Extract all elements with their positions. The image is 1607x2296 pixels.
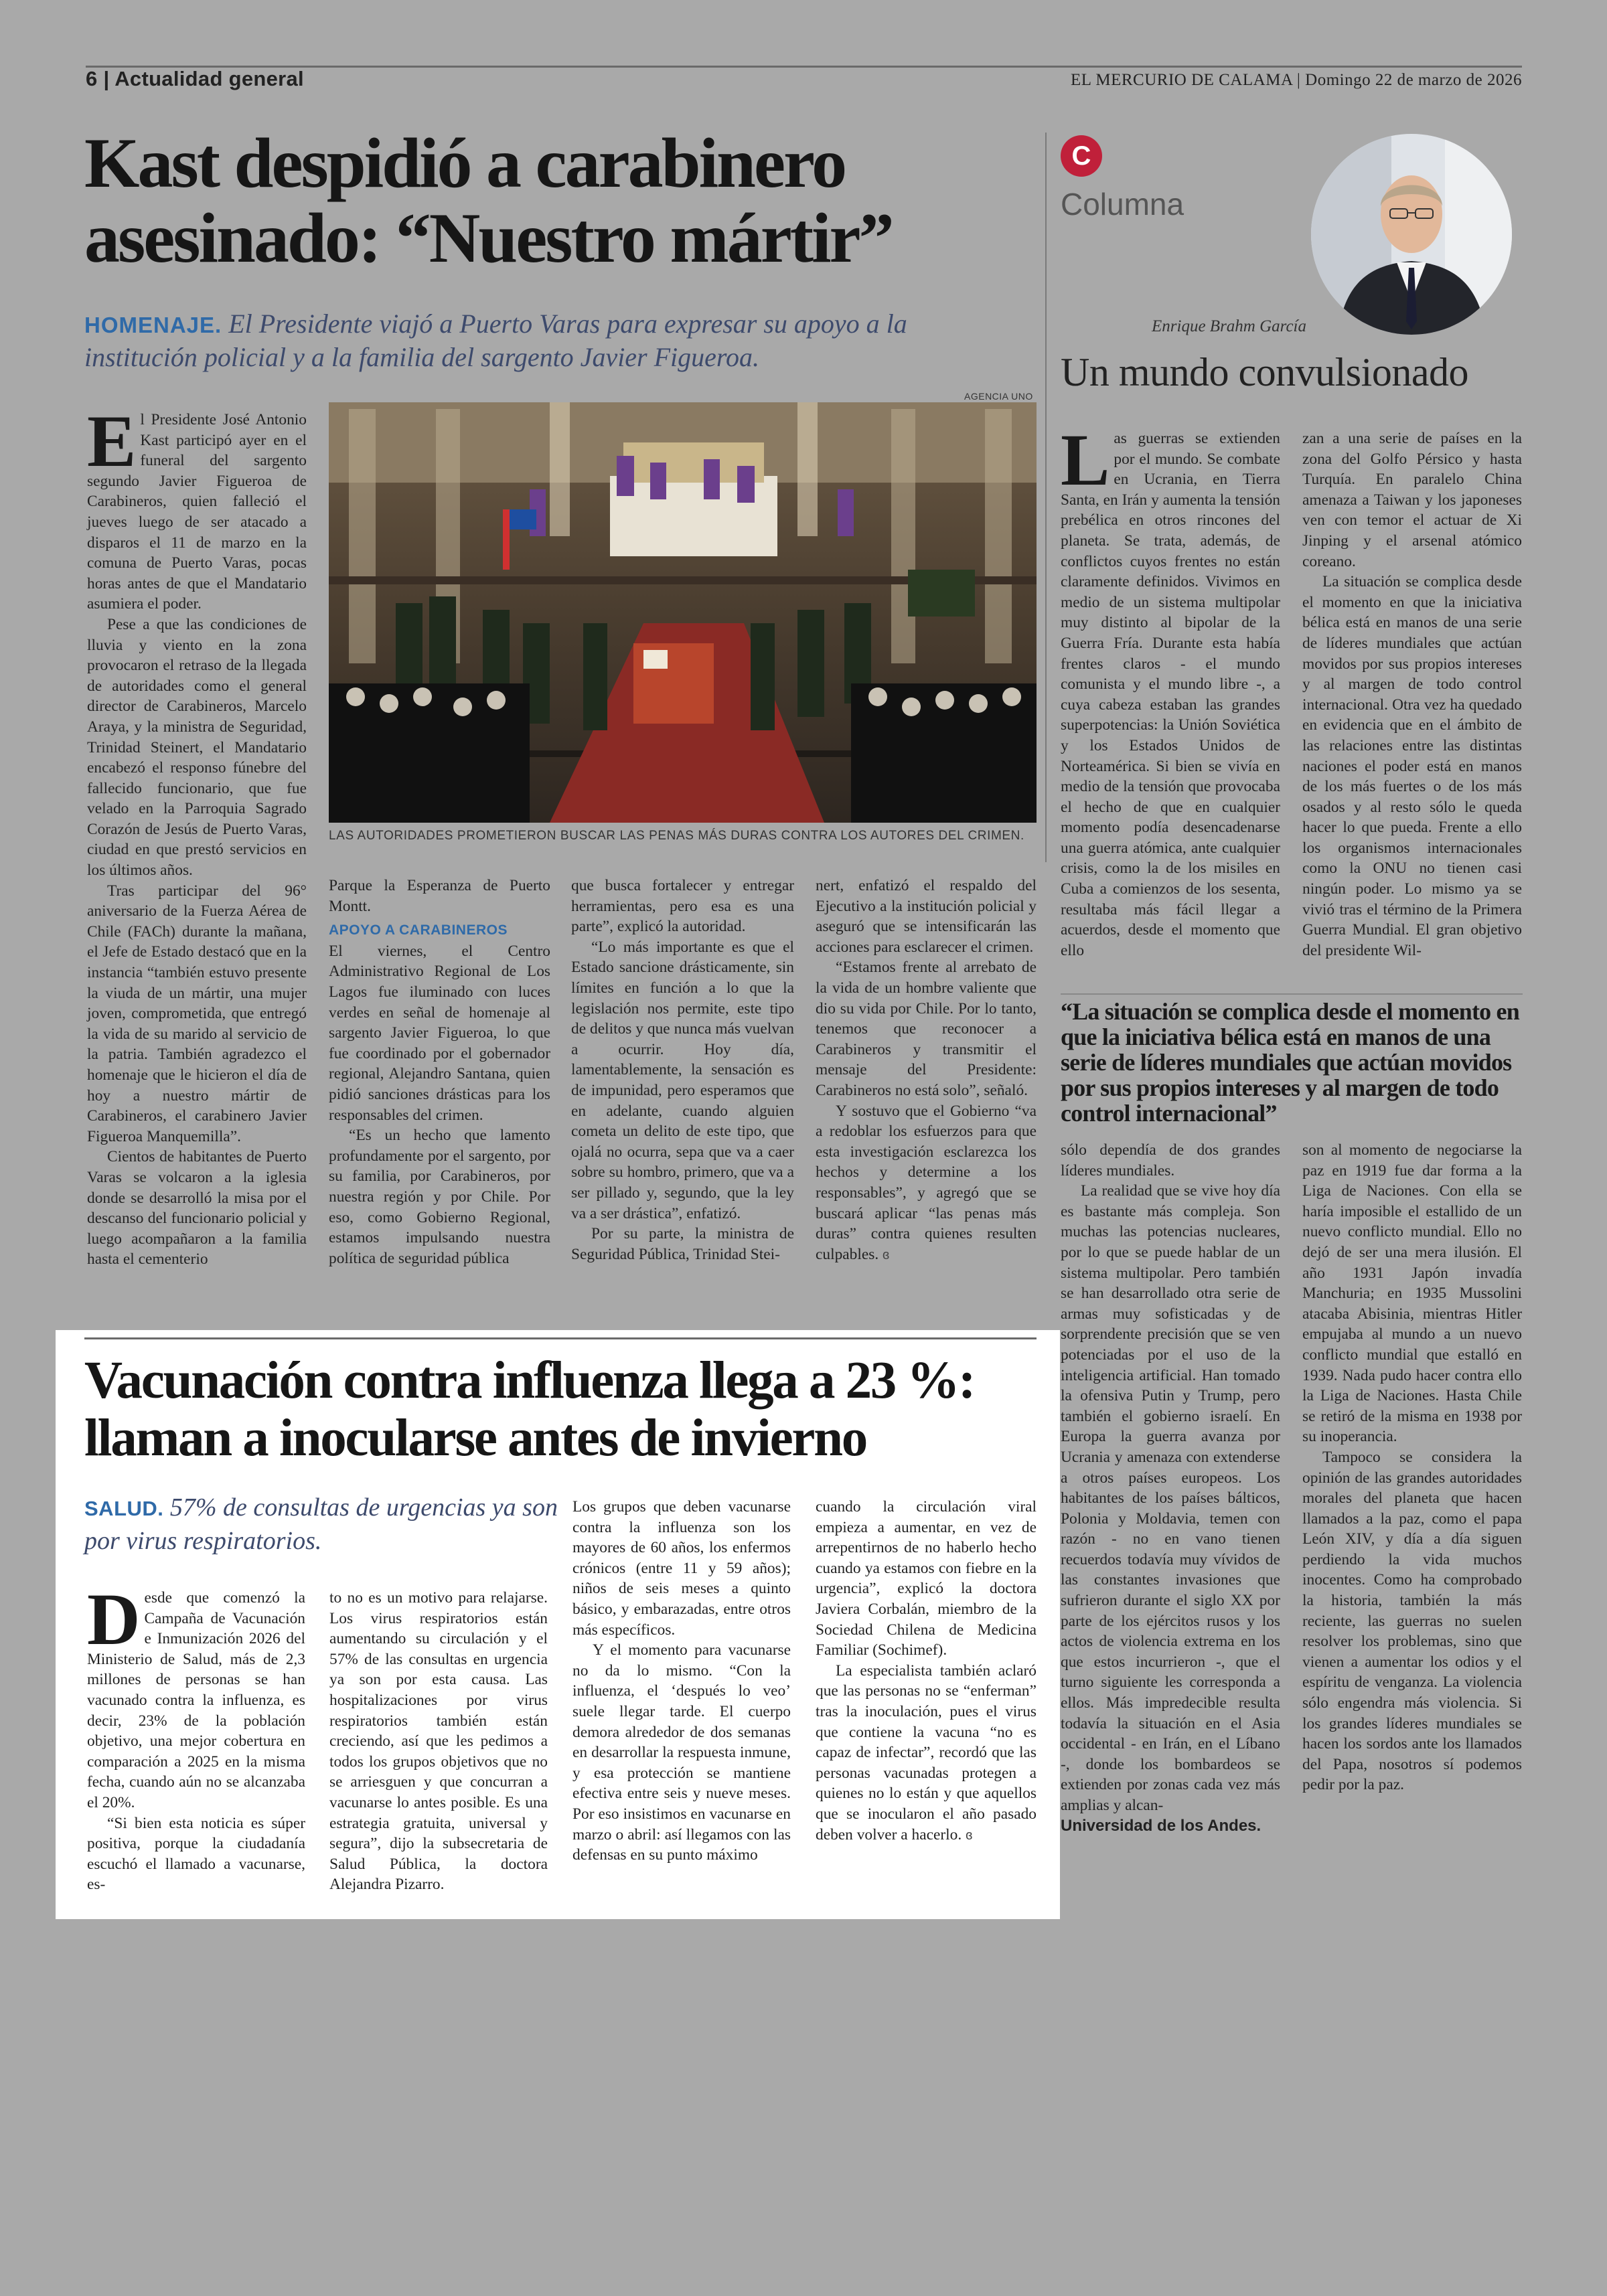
- article1-paragraph: Tras participar del 96° aniversario de la Fuerza Aérea de Chile (FACh) durante la mañana, el Jefe de Estado destacó que en la instancia “también estuvo presente la viuda de un mártir, una mujer joven, comprometida, que entregó la vida de su marido al servicio de la patria. También agradezco el homenaje que le hicieron el día de hoy a nuestro mártir de Carabineros, el carabinero Javier Figueroa Manquemilla”.: [87, 882, 307, 1145]
- article2-dropcap: D: [87, 1578, 141, 1660]
- folio-divider: |: [103, 67, 115, 90]
- article1-column-3: [571, 876, 794, 1264]
- column-paragraph: sólo dependía de dos grandes líderes mundiales.: [1061, 1141, 1280, 1179]
- article2-kicker: SALUD.: [84, 1497, 164, 1520]
- article1-paragraph: [816, 1101, 1037, 1266]
- article2-paragraph: Los grupos que deben vacunarse contra la influenza son los mayores de 60 años, los enfermos crónicos (entre 11 y 59 años); niños de seis meses a quinto básico, y embarazadas, entre otros más específicos.: [572, 1498, 791, 1639]
- article1-column-1: [87, 400, 307, 1270]
- column-divider: [1045, 133, 1047, 862]
- article1-paragraph: nert, enfatizó el respaldo del Ejecutivo a la institución policial y aseguró que se intensificarán las acciones para esclarecer el crimen.: [816, 877, 1037, 956]
- article2-end-mark: ɞ: [966, 1827, 973, 1843]
- article1-paragraph: “Lo más importante es que el Estado sancione drásticamente, sin límites en función a lo que la legislación nos permite, este tipo de delitos y que nunca más vuelvan a ocurrir. Hoy día, lamentablemente, la sensación es de impunidad, pero esperamos que en adelante, cuando alguien cometa un delito de este tipo, que ojalá no ocurra, sepa que va a caer sobre su hombro, primero, que va a ser pillado y, segundo, que la ley va a ser drástica”, enfatizó.: [571, 938, 794, 1222]
- article2-paragraph: Y el momento para vacunarse no da lo mismo. “Con la influenza, el ‘después lo veo’ suele llegar tarde. El cuerpo demora alrededor de dos semanas en desarrollar la respuesta inmune, y esa protección se mantiene efectiva entre seis y nueve meses. Por eso insistimos en vacunarse en marzo o abril: así llegamos con las defensas en su punto máximo: [572, 1641, 791, 1864]
- column-paragraph: as guerras se extienden por el mundo. Se combate en Ucrania, en Tierra Santa, en Irán y aumenta la tensión prebélica en otros rincones del planeta. Se trata, además, de conflictos cuyos frentes no están claramente definidos. Vivimos en medio de un sistema multipolar muy distinto al bipolar de la Guerra Fría. Durante esta había frentes claros - el mundo comunista y el mundo libre -, a cuya cabeza estaban las grandes superpotencias: la Unión Soviética y los Estados Unidos de Norteamérica. Si bien se vivía en medio de la tensión que provocaba el hecho de que en cualquier momento podía desencadenarse una guerra atómica, ante cualquier crisis, como la de los misiles en Cuba a comienzos de los sesenta, resultaba más fácil llegar a acuerdos, desde el momento que ello: [1061, 430, 1281, 959]
- article1-headline-line2: asesinado: “Nuestro mártir”: [84, 199, 893, 277]
- column-paragraph: son al momento de negociarse la paz en 1919 fue dar forma a la Liga de Naciones. Con ella se haría imposible el estallido de un nuevo conflicto mundial. Ello no dejó de ser una mera ilusión. El año 1931 Japón invadía Manchuria; en 1935 Mussolini atacaba Abisinia, mientras Hitler empujaba al mundo a un nuevo conflicto mundial que estalló en 1939. Nada pudo hacer contra ello la Liga de Naciones. Hasta Chile se retiró de la misma en 1938 por su inoperancia.: [1302, 1141, 1522, 1446]
- issue-date: Domingo 22 de marzo de 2026: [1305, 71, 1522, 89]
- article2-paragraph: [816, 1661, 1037, 1846]
- column-badge-icon: C: [1061, 135, 1102, 177]
- photo-credit: AGENCIA UNO: [964, 391, 1033, 402]
- article1-end-mark: ɞ: [883, 1247, 890, 1262]
- article1-paragraph: “Estamos frente al arrebato de la vida de un hombre valiente que dio su vida por Chile. Por lo tanto, tenemos que reconocer a Carabineros y transmitir el mensaje del Presidente: Carabineros no está solo”, señaló.: [816, 959, 1037, 1099]
- funeral-photo: [329, 402, 1037, 823]
- article1-paragraph: Parque la Esperanza de Puerto Montt.: [329, 877, 550, 915]
- column-signoff: Universidad de los Andes.: [1061, 1816, 1261, 1835]
- column-paragraph: Tampoco se considera la opinión de las grandes autoridades morales del planeta que hacen llamados a la paz, como el papa León XIV, y día a día siguen perdiendo la vida muchos inocentes. Como ha comprobado la historia, también la más reciente, las guerras no suelen resolver los problemas, sino que vienen a aumentar los odios y el espíritu de venganza. La violencia sólo engendra más violencia. Si los grandes líderes mundiales se hacen los sordos ante los llamados del Papa, nosotros sí podemos pedir por la paz.: [1302, 1448, 1522, 1794]
- article1-paragraph-text: Y sostuvo que el Gobierno “va a redoblar los esfuerzos para que esta investigación esclarezca los hechos y determine a los responsables”, y agregó que se buscará aplicar “las penas más duras” contra quienes resulten culpables.: [816, 1102, 1037, 1263]
- article2-headline-line1: Vacunación contra influenza llega a 23 %:: [84, 1351, 975, 1410]
- article2-paragraph-text: La especialista también aclaró que las personas no se “enferman” tras la inoculación, pues el virus que contiene la vacuna “no es capaz de infectar”, recordó que las personas vacunadas protegen a quienes no lo están y que aquellos que se inocularon el año pasado deben volver a hacerlo.: [816, 1661, 1037, 1843]
- column-label: Columna: [1061, 187, 1184, 222]
- article2-column-3: [572, 1497, 791, 1866]
- column-paragraph: La realidad que se vive hoy día es bastante más compleja. Son muchas las potencias nucleares, por lo que se puede hablar de un sistema multipolar. Pero también se han desarrollado otra serie de armas muy sofisticadas y de sorprendente precisión que se ven potenciadas por el uso de la inteligencia artificial. Han tomado la ofensiva Putin y Trump, pero también el gobierno israelí. En Europa la guerra avanza por Ucrania y amenaza con extenderse a otros países europeos. Los habitantes de los países bálticos, Polonia y Moldavia, temen con razón - no en vano tienen recuerdos todavía muy vívidos de las constantes invasiones que sufrieron durante el siglo XX por parte de los ejércitos rusos y los actos de violencia extrema en los que estos incurrieron -, que el turno siguiente les corresponda a ellos. Más impredecible resulta todavía la situación en el Asia occidental - en Irán, en el Líbano -, donde los bombardeos se extienden por zonas cada vez más amplias y alcan-: [1061, 1182, 1280, 1814]
- article2-column-4: [816, 1497, 1037, 1846]
- article1-paragraph: Por su parte, la ministra de Seguridad Pública, Trinidad Stei-: [571, 1225, 794, 1263]
- column-headline: Un mundo convulsionado: [1061, 350, 1468, 394]
- article1-paragraph: l Presidente José Antonio Kast participó ayer en el funeral del sargento segundo Javier Figueroa de Carabineros, quien falleció el jueves luego de ser atacado a disparos el 11 de marzo en la comuna de Puerto Varas, pocas horas antes de que el Mandatario asumiera el poder.: [87, 411, 307, 613]
- article2-deck-text: 57% de consultas de urgencias ya son por virus respiratorios.: [84, 1493, 558, 1555]
- column-paragraph: La situación se complica desde el momento en que la iniciativa bélica está en manos de una serie de líderes mundiales que actúan movidos por sus propios intereses y al margen de todo control internacional. Otra vez ha quedado en evidencia que en el ámbito de las relaciones entre las distintas naciones el poder está en manos de los más fuertes o de los más osados y al resto sólo le queda hacer lo que pueda. Frente a ello los organismos internacionales como la ONU no tienen casi ningún poder. Lo mismo ya se vivió tras el término de la Primera Guerra Mundial. El gran objetivo del presidente Wil-: [1302, 573, 1522, 959]
- article1-dropcap: E: [87, 400, 137, 482]
- column-text-d: [1302, 1140, 1522, 1795]
- column-pullquote: “La situación se complica desde el momento en que la iniciativa bélica está en manos de una serie de líderes mundiales que actúan movidos por sus propios intereses y al margen de todo control internacional”: [1061, 998, 1519, 1127]
- article1-paragraph: Cientos de habitantes de Puerto Varas se volcaron a la iglesia donde se desarrolló la misa por el descanso del funcionario policial y luego acompañaron a la familia hasta el cementerio: [87, 1148, 307, 1268]
- article1-headline: [84, 126, 1035, 276]
- column-dropcap: L: [1061, 419, 1110, 501]
- column-text-a: [1061, 419, 1281, 961]
- article1-column-2: [329, 876, 550, 1268]
- page-number: 6: [86, 67, 98, 90]
- photo-caption: LAS AUTORIDADES PROMETIERON BUSCAR LAS PENAS MÁS DURAS CONTRA LOS AUTORES DEL CRIMEN.: [329, 829, 1024, 843]
- column-text-c: [1061, 1140, 1280, 1836]
- article2-deck: [84, 1491, 566, 1557]
- article1-paragraph: “Es un hecho que lamento profundamente por el sargento, por su familia, por Carabineros, por nuestra región y por Chile. Por eso, como Gobierno Regional, estamos impulsando nuestra política de seguridad pública: [329, 1127, 550, 1267]
- article1-paragraph: El viernes, el Centro Administrativo Regional de Los Lagos fue iluminado con luces verdes en señal de homenaje al sargento Javier Figueroa, lo que fue coordinado por el gobernador regional, Alejandro Santana, quien pidió sanciones drásticas para los responsables del crimen.: [329, 942, 550, 1124]
- article1-subhead: APOYO A CARABINEROS: [329, 922, 508, 938]
- column-author: Enrique Brahm García: [1152, 317, 1306, 335]
- article2-paragraph: esde que comenzó la Campaña de Vacunación e Inmunización 2026 del Ministerio de Salud, más de 2,3 millones de personas se han vacunado contra la influenza, es decir, 23% de la población objetivo, una mejor cobertura en comparación a 2025 en la misma fecha, cuando aún no se alcanzaba el 20%.: [87, 1589, 305, 1811]
- masthead: [1071, 71, 1522, 90]
- article1-paragraph: que busca fortalecer y entregar herramientas, pero esa es una parte”, explicó la autoridad.: [571, 877, 794, 936]
- author-portrait: [1311, 134, 1512, 335]
- article1-headline-line1: Kast despidió a carabinero: [84, 124, 846, 202]
- funeral-photo-illustration: [329, 402, 1037, 823]
- article2-headline-line2: llaman a inocularse antes de invierno: [84, 1409, 866, 1467]
- column-text-b: [1302, 428, 1522, 961]
- article2-rule: [84, 1337, 1037, 1339]
- section-name: Actualidad general: [114, 67, 304, 90]
- newspaper-name: EL MERCURIO DE CALAMA: [1071, 71, 1293, 89]
- article2-paragraph: cuando la circulación viral empieza a aumentar, en vez de arrepentirnos de no haberlo hecho cuando ya estamos con fiebre en la urgencia”, explicó la doctora Javiera Corbalán, miembro de la Sociedad Chilena de Medicina Familiar (Sochimef).: [816, 1498, 1037, 1659]
- article2-headline: [84, 1352, 1042, 1467]
- article1-paragraph: Pese a que las condiciones de lluvia y viento en la zona provocaron el retraso de la llegada de autoridades como el general director de Carabineros, Marcelo Araya, y la ministra de Seguridad, Trinidad Steinert, el Mandatario encabezó el responso fúnebre del fallecido funcionario, que fue velado en la Parroquia Sagrado Corazón de Jesús de Puerto Varas, ciudad en que prestó servicios en los últimos años.: [87, 615, 307, 880]
- article1-deck-text: El Presidente viajó a Puerto Varas para expresar su apoyo a la institución policial y a la familia del sargento Javier Figueroa.: [84, 309, 907, 372]
- author-portrait-illustration: [1311, 134, 1512, 335]
- article2-column-2: [329, 1588, 548, 1895]
- article2-paragraph: “Si bien esta noticia es súper positiva, porque la ciudadanía escuchó el llamado a vacunarse, es-: [87, 1814, 305, 1894]
- column-paragraph: zan a una serie de países en la zona del Golfo Pérsico y hasta Turquía. En paralelo China amenaza a Taiwan y los japoneses ven con temor el actuar de Xi Jinping y el arsenal atómico coreano.: [1302, 430, 1522, 570]
- article1-column-4: [816, 876, 1037, 1265]
- article1-kicker: HOMENAJE.: [84, 313, 222, 337]
- page-folio: [86, 67, 304, 91]
- masthead-divider: |: [1296, 71, 1306, 89]
- article2-column-1: [87, 1578, 305, 1895]
- article2-paragraph: to no es un motivo para relajarse. Los virus respiratorios están aumentando su circulación y el 57% de las consultas en urgencia ya son por esta causa. Las hospitalizaciones por virus respiratorios también están creciendo, así que les pedimos a todos los grupos objetivos que no se arriesguen y que concurran a vacunarse lo antes posible. Es una estrategia gratuita, universal y segura”, dijo la subsecretaria de Salud Pública, la doctora Alejandra Pizarro.: [329, 1589, 548, 1894]
- pullquote-rule: [1061, 993, 1523, 995]
- article1-deck: [84, 308, 1008, 374]
